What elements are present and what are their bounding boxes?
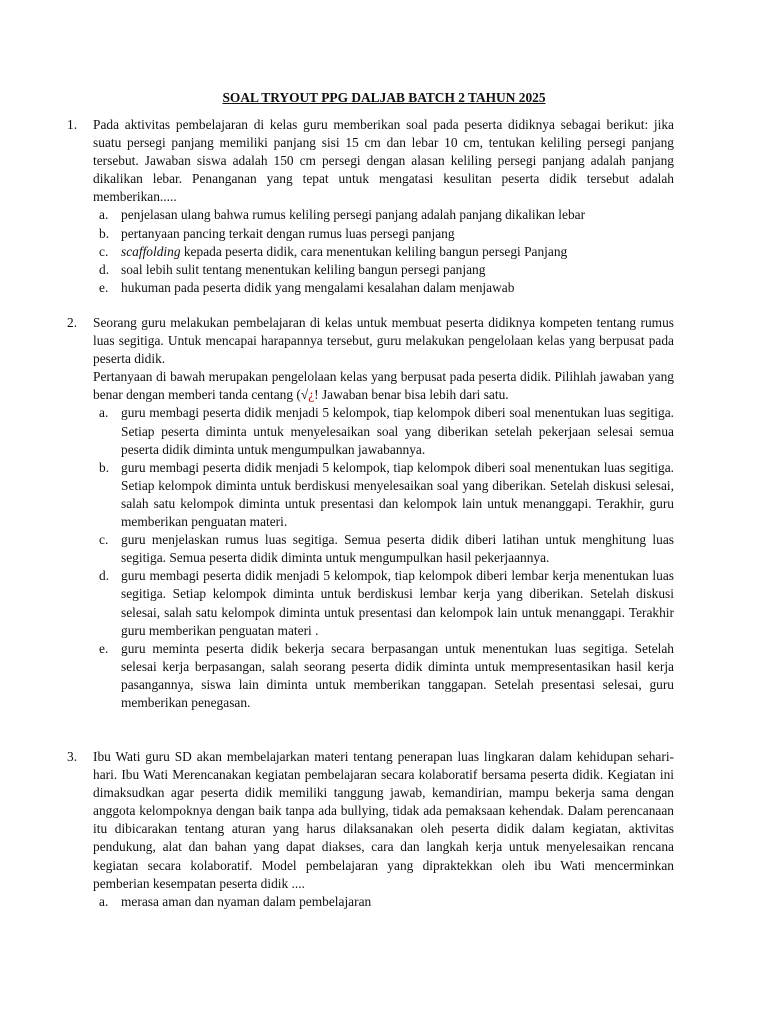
question-instruction (93, 368, 674, 404)
option-item (93, 261, 674, 279)
question-stem: Ibu Wati guru SD akan membelajarkan materi tentang penerapan luas lingkaran dalam kehidupan sehari-hari. Ibu Wati Merencanakan kegiatan pembelajaran secara kolaboratif bersama peserta didik. Kegiatan ini dimaksudkan agar peserta didik memiliki tanggung jawab, kemandirian, mampu bekerja sama dengan anggota kelompoknya dengan baik tanpa ada bullying, tidak ada pemaksaan kehendak. Dalam perencanaan itu dibicarakan tentang aturan yang harus dilaksanakan oleh peserta didik dalam kegiatan, aktivitas pendukung, alat dan bahan yang dapat diakses, cara dan langkah kerja untuk menyelesaikan rencana kegiatan secara kolaboratif. Model pembelajaran yang dipraktekkan oleh ibu Wati mencerminkan pemberian kesempatan peserta didik .... (93, 749, 674, 891)
option-text: guru membagi peserta didik menjadi 5 kelompok, tiap kelompok diberi soal menentukan luas segitiga. Setiap peserta diminta untuk menyelesaikan soal yang diberikan setelah pekerjaan selesai semua peserta didik diminta untuk mengumpulkan jawabannya. (121, 405, 674, 457)
option-letter: e. (99, 279, 109, 295)
option-text: kepada peserta didik, cara menentukan keliling bangun persegi Panjang (180, 243, 568, 259)
option-text: hukuman pada peserta didik yang mengalami kesalahan dalam menjawab (121, 279, 515, 295)
option-list (93, 404, 674, 712)
option-letter: e. (99, 640, 109, 656)
document-title: SOAL TRYOUT PPG DALJAB BATCH 2 TAHUN 2025 (222, 90, 546, 105)
option-letter: a. (99, 893, 109, 909)
instruction-text: Pertanyaan di bawah merupakan pengelolaan kelas yang berpusat pada peserta didik. Pilihlah jawaban yang benar dengan memberi tanda centang (√ (93, 369, 674, 403)
option-letter: a. (99, 207, 109, 223)
option-item (93, 567, 674, 639)
option-letter: b. (99, 459, 110, 475)
option-list (93, 206, 674, 296)
question-number: 1. (67, 117, 78, 132)
option-letter: d. (99, 568, 110, 584)
question-stem: Pada aktivitas pembelajaran di kelas guru memberikan soal pada peserta didiknya sebagai berikut: jika suatu persegi panjang memiliki panjang sisi 15 cm dan lebar 10 cm, tentukan keliling persegi panjang tersebut. Jawaban siswa adalah 150 cm persegi dengan alasan keliling persegi panjang adalah panjang dikalikan lebar. Penanganan yang tepat untuk mengatasi kesulitan peserta didik tersebut adalah memberikan..... (93, 117, 674, 205)
option-text: merasa aman dan nyaman dalam pembelajaran (121, 893, 372, 909)
option-text: guru membagi peserta didik menjadi 5 kelompok, tiap kelompok diberi lembar kerja menentukan luas segitiga. Setiap kelompok diminta untuk berdiskusi lembar kerja yang diberikan. Setelah diskusi selesai, salah satu kelompok diminta untuk presentasi dan kelompok lain untuk menanggapi. Terakhir guru memberikan penguatan materi . (121, 568, 674, 638)
option-item (93, 279, 674, 297)
option-letter: c. (99, 243, 109, 259)
option-text: pertanyaan pancing terkait dengan rumus luas persegi panjang (121, 225, 455, 241)
option-item (93, 640, 674, 712)
option-text: soal lebih sulit tentang menentukan keliling bangun persegi panjang (121, 261, 486, 277)
option-letter: b. (99, 225, 110, 241)
option-letter: a. (99, 405, 109, 421)
question-2 (67, 314, 674, 712)
option-letter: c. (99, 532, 109, 548)
option-item (93, 243, 674, 261)
option-text: guru meminta peserta didik bekerja secara berpasangan untuk menentukan luas segitiga. Setelah selesai kerja berpasangan, salah seorang peserta didik diminta untuk mempresentasikan hasil kerja pasangannya, siswa lain diminta untuk memberikan tanggapan. Setelah presentasi selesai, guru memberikan penegasan. (121, 640, 674, 710)
question-number: 3. (67, 749, 78, 764)
checkmark-glyph: ¿ (308, 387, 315, 403)
option-letter: d. (99, 261, 110, 277)
question-number: 2. (67, 315, 78, 330)
option-item (93, 459, 674, 531)
question-stem: Seorang guru melakukan pembelajaran di kelas untuk membuat peserta didiknya kompeten tentang rumus luas segitiga. Untuk mencapai harapannya tersebut, guru melakukan pengelolaan kelas yang berpusat pada peserta didik. (93, 315, 674, 367)
option-italic-term: scaffolding (121, 243, 181, 259)
option-item (93, 404, 674, 458)
option-item (93, 531, 674, 567)
option-text: guru membagi peserta didik menjadi 5 kelompok, tiap kelompok diberi soal menentukan luas segitiga. Setiap kelompok diminta untuk berdiskusi menyelesaikan soal yang diberikan. Setelah diskusi selesai, salah satu kelompok diminta untuk presentasi dan kelompok lain untuk menanggapi. Terakhir, guru memberikan penguatan materi. (121, 459, 674, 530)
question-1 (67, 116, 674, 297)
option-item (93, 225, 674, 243)
option-text: guru menjelaskan rumus luas segitiga. Semua peserta didik diberi latihan untuk menghitung luas segitiga. Semua peserta didik diminta untuk mengumpulkan hasil pekerjaannya. (121, 532, 674, 566)
instruction-text-end: ! Jawaban benar bisa lebih dari satu. (314, 387, 509, 403)
option-item (93, 206, 674, 224)
question-3 (67, 748, 674, 911)
option-item (93, 893, 674, 911)
option-text: penjelasan ulang bahwa rumus keliling persegi panjang adalah panjang dikalikan lebar (121, 207, 586, 223)
option-list (93, 893, 674, 911)
